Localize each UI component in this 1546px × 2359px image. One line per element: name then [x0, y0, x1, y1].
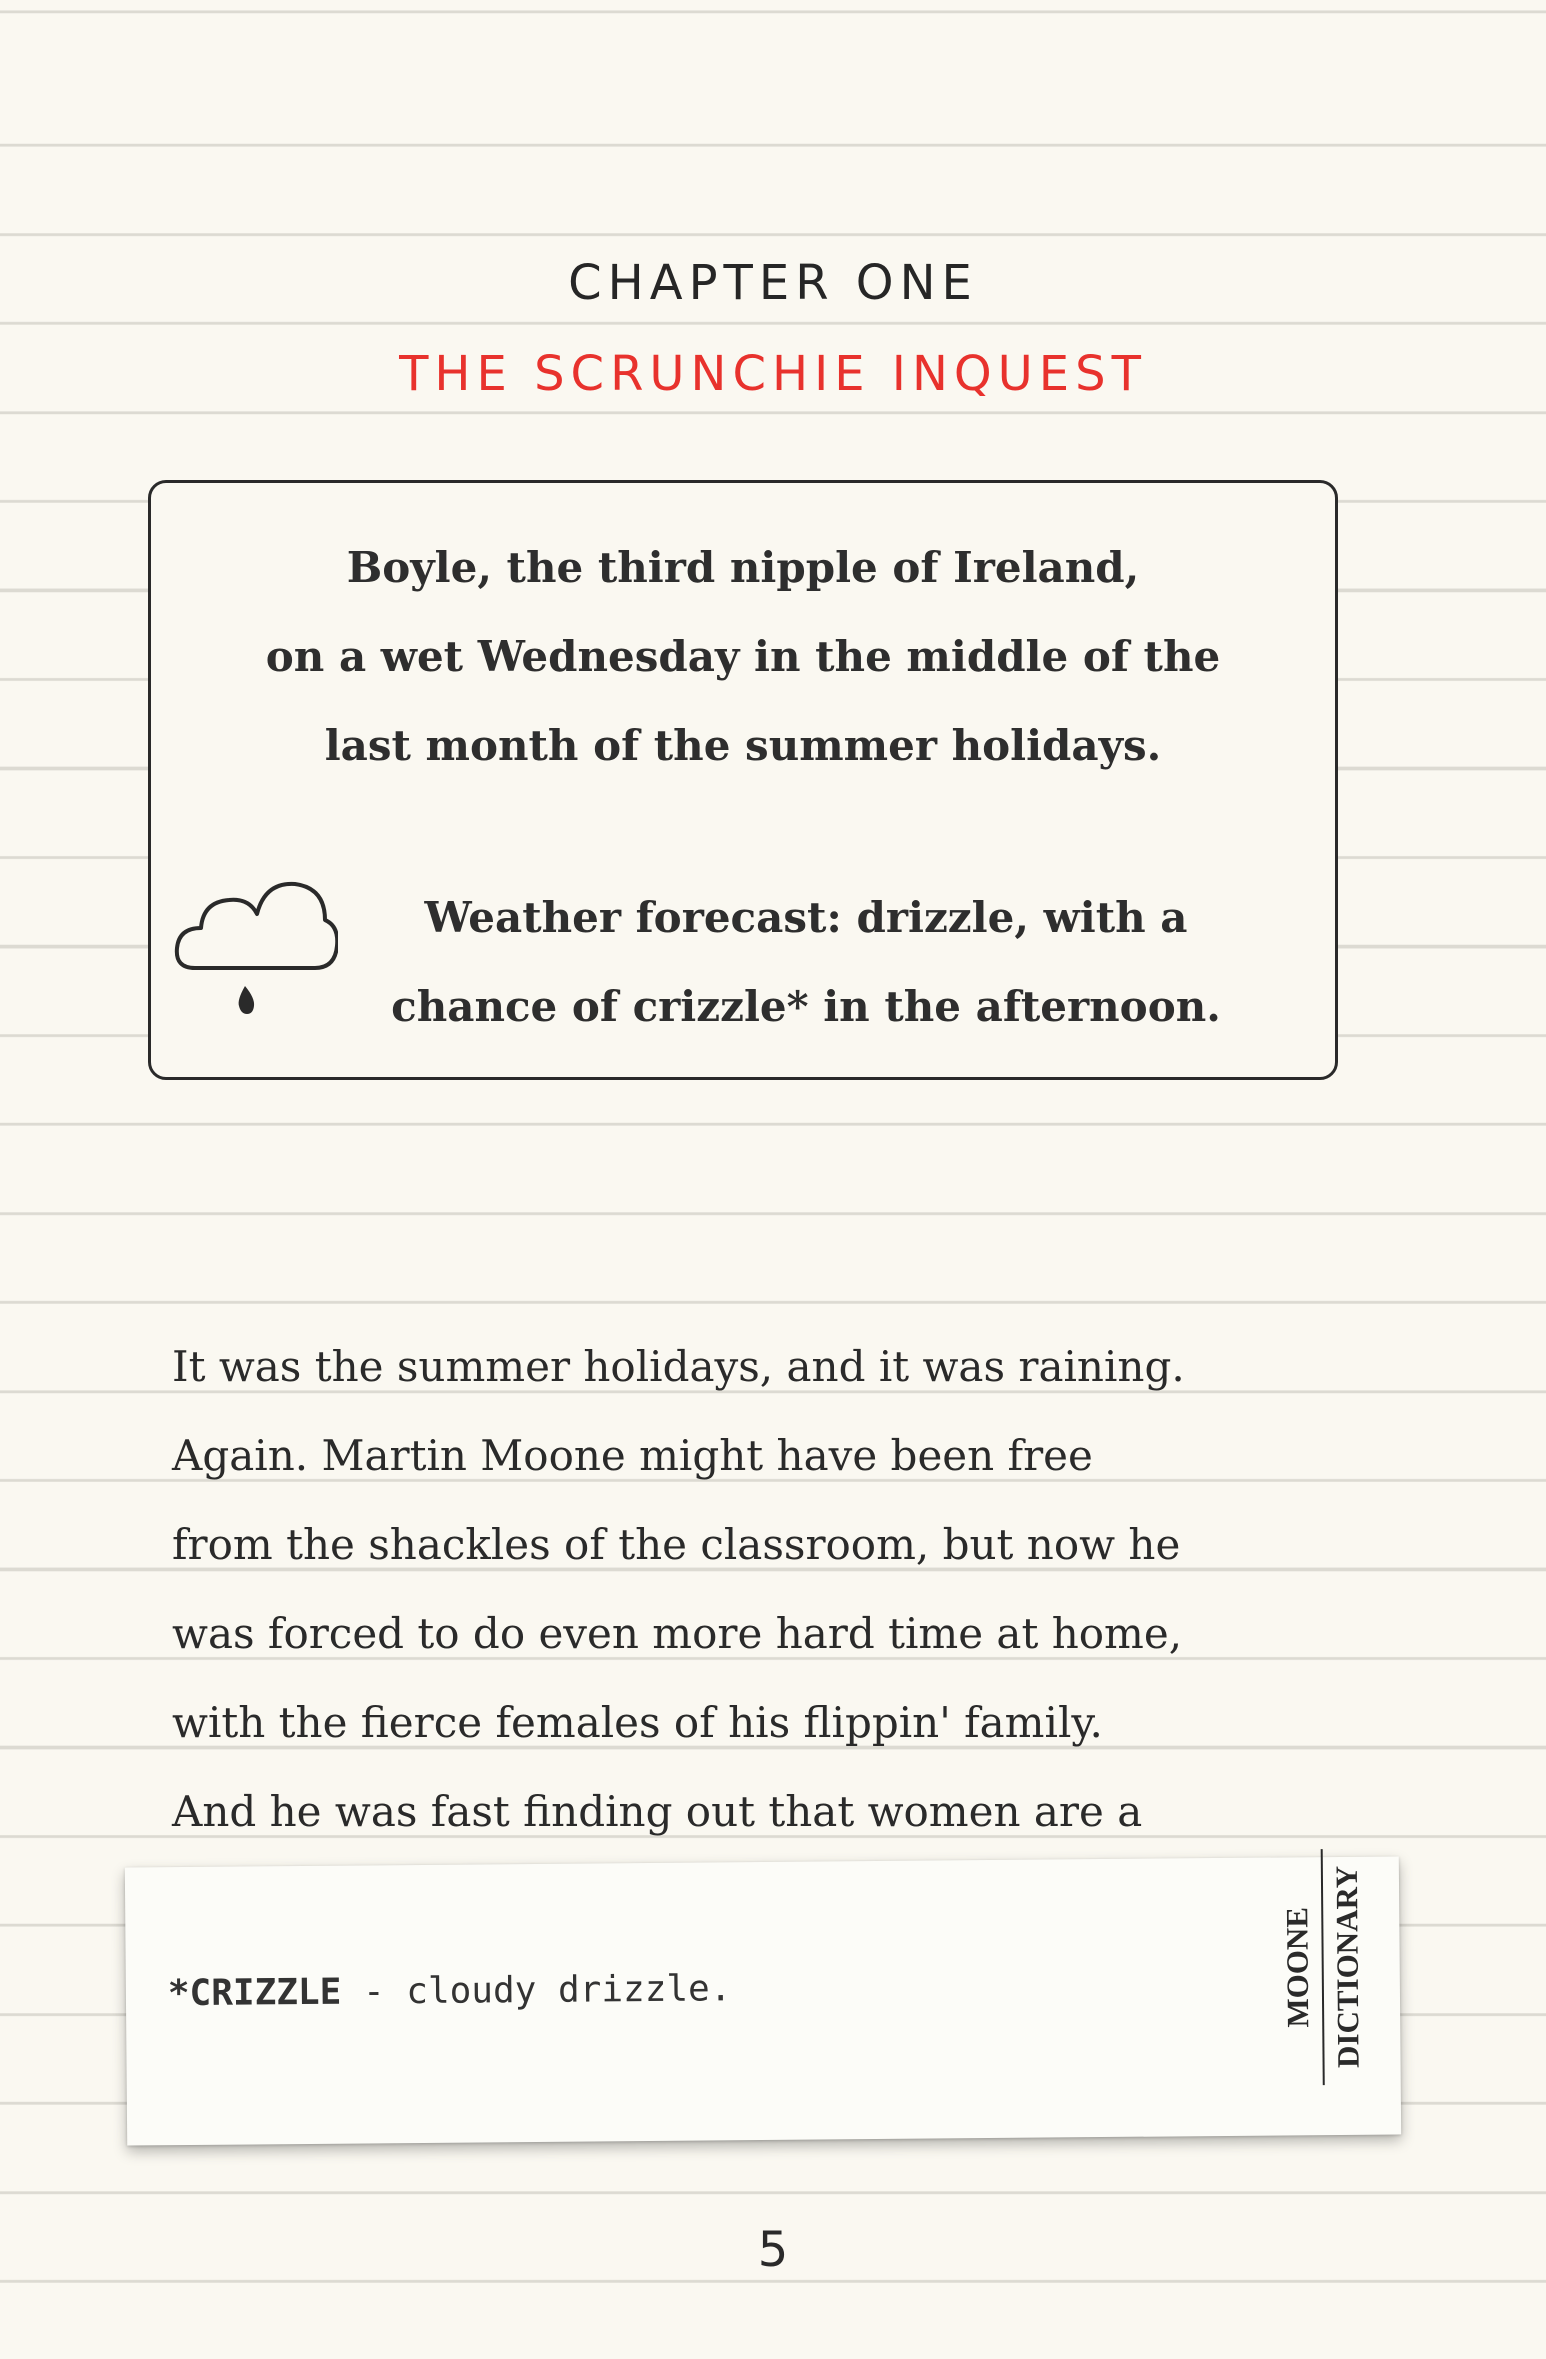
setting-line: last month of the summer holidays. [324, 721, 1162, 770]
body-line: It was the summer holidays, and it was raining. [172, 1342, 1185, 1391]
body-paragraph [172, 1322, 1372, 1856]
stamp-line-moone: MOONE [1279, 1906, 1316, 2028]
body-line: was forced to do even more hard time at home, [172, 1609, 1183, 1658]
setting-line: Boyle, the third nipple of Ireland, [346, 543, 1140, 592]
setting-text [151, 523, 1335, 790]
forecast-text [381, 873, 1231, 1051]
body-line: And he was fast finding out that women are a [172, 1787, 1143, 1836]
moone-dictionary-stamp [1275, 1837, 1371, 2098]
body-line: from the shackles of the classroom, but now he [172, 1520, 1181, 1569]
body-line: with the fierce females of his flippin' family. [172, 1698, 1103, 1747]
setting-line: on a wet Wednesday in the middle of the [265, 632, 1221, 681]
dictionary-definition [168, 1968, 732, 2014]
rain-cloud-icon [173, 868, 338, 1018]
page-number: 5 [757, 2222, 789, 2278]
dictionary-meaning: - cloudy drizzle. [341, 1968, 732, 2013]
stamp-line-dictionary: DICTIONARY [1328, 1865, 1366, 2069]
dictionary-card [125, 1856, 1401, 2145]
chapter-label: CHAPTER ONE [568, 255, 978, 311]
chapter-title: THE SCRUNCHIE INQUEST [399, 346, 1147, 402]
body-line: Again. Martin Moone might have been free [172, 1431, 1093, 1480]
forecast-line: chance of crizzle* in the afternoon. [391, 982, 1221, 1031]
setting-info-box [148, 480, 1338, 1080]
forecast-line: Weather forecast: drizzle, with a [424, 893, 1188, 942]
dictionary-term: *CRIZZLE [167, 1971, 342, 2015]
